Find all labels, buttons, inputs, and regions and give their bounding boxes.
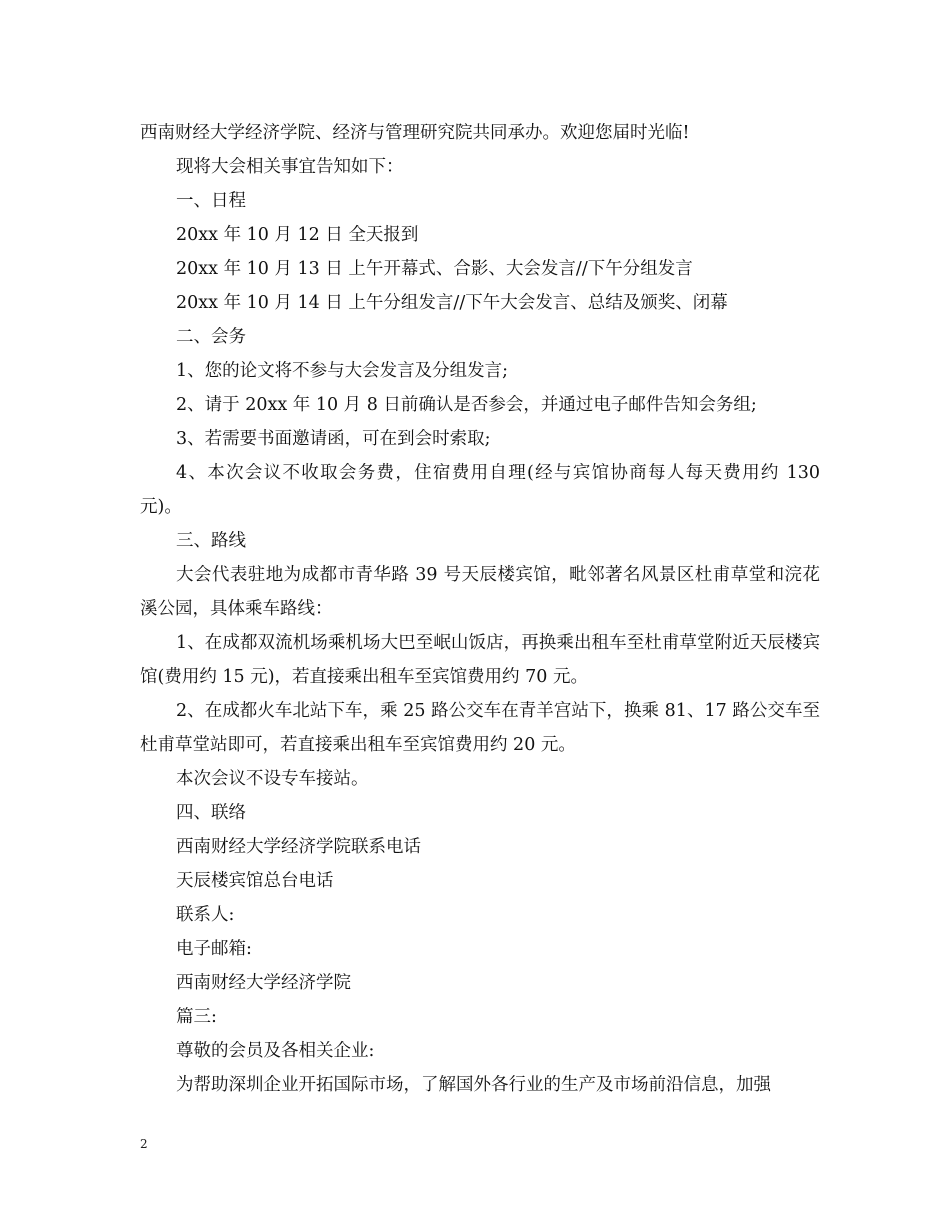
section-heading-route: 三、路线 [176,531,246,551]
section-heading-part-three: 篇三: [176,1007,217,1027]
section-heading-affairs: 二、会务 [176,327,246,347]
schedule-item: 20xx 年 10 月 14 日 上午分组发言//下午大会发言、总结及颁奖、闭幕 [176,293,728,313]
list-item: 2、在成都火车北站下车，乘 25 路公交车在青羊宫站下，换乘 81、17 路公交车至杜甫草堂站即可，若直接乘出租车至宾馆费用约 20 元。 [140,701,820,755]
list-item: 1、在成都双流机场乘机场大巴至岷山饭店，再换乘出租车至杜甫草堂附近天辰楼宾馆(费用约 15 元)，若直接乘出租车至宾馆费用约 70 元。 [140,633,820,687]
paragraph-line: 现将大会相关事宜告知如下： [176,157,404,177]
paragraph: 大会代表驻地为成都市青华路 39 号天辰楼宾馆，毗邻著名风景区杜甫草堂和浣花溪公园，具体乘车路线： [140,565,820,619]
paragraph-line: 为帮助深圳企业开拓国际市场，了解国外各行业的生产及市场前沿信息，加强 [176,1075,771,1095]
list-item: 2、请于 20xx 年 10 月 8 日前确认是否参会，并通过电子邮件告知会务组; [176,395,757,415]
schedule-item: 20xx 年 10 月 12 日 全天报到 [176,225,419,245]
paragraph-line: 西南财经大学经济学院、经济与管理研究院共同承办。欢迎您届时光临! [140,123,690,143]
contact-line: 电子邮箱: [176,939,252,959]
page-number: 2 [140,1137,148,1151]
section-heading-schedule: 一、日程 [176,191,246,211]
salutation: 尊敬的会员及各相关企业: [176,1041,375,1061]
document-body [140,116,820,1102]
contact-line: 联系人: [176,905,235,925]
list-item: 1、您的论文将不参与大会发言及分组发言; [176,361,509,381]
contact-line: 西南财经大学经济学院 [176,973,351,993]
schedule-item: 20xx 年 10 月 13 日 上午开幕式、合影、大会发言//下午分组发言 [176,259,693,279]
section-heading-contact: 四、联络 [176,803,246,823]
list-item: 3、若需要书面邀请函，可在到会时索取; [176,429,491,449]
paragraph-line: 本次会议不设专车接站。 [176,769,369,789]
contact-line: 西南财经大学经济学院联系电话 [176,837,421,857]
contact-line: 天辰楼宾馆总台电话 [176,871,334,891]
list-item: 4、本次会议不收取会务费，住宿费用自理(经与宾馆协商每人每天费用约 130 元)。 [140,463,820,517]
